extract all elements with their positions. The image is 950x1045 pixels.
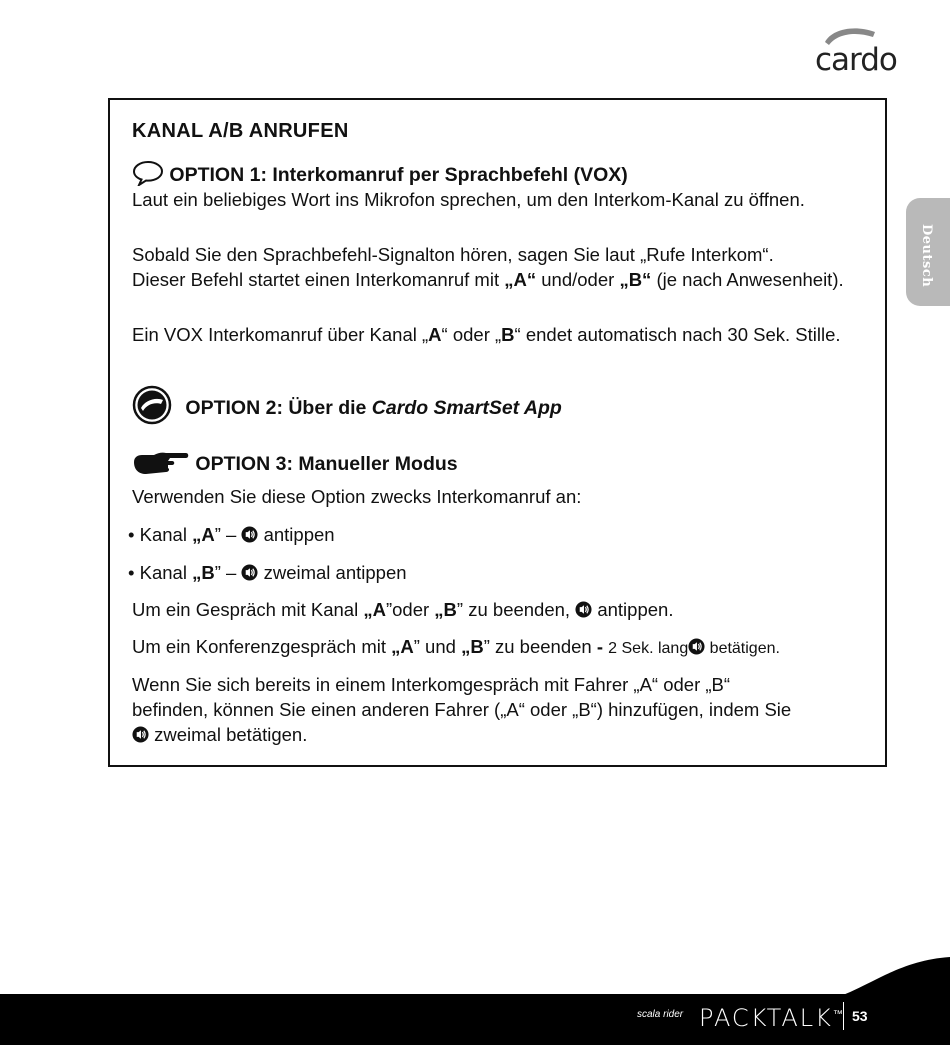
footer-brand-small: scala rider bbox=[637, 1009, 684, 1020]
pointing-hand-icon bbox=[132, 450, 190, 476]
option3-bullet-b: • Kanal „B” – zweimal antippen bbox=[128, 562, 407, 583]
option2-title: OPTION 2: Über die Cardo SmartSet App bbox=[185, 397, 562, 419]
intercom-button-icon bbox=[575, 601, 592, 618]
option1-paragraph-2: Sobald Sie den Sprachbefehl-Signalton hören, sagen Sie laut „Rufe Interkom“. Dieser Befehl startet einen Interkomanruf mit „A“ und/oder „B“ (je nach Anwesenheit). bbox=[132, 244, 844, 290]
intercom-button-icon bbox=[688, 638, 705, 655]
intercom-button-icon bbox=[132, 726, 149, 743]
footer-brand: PACKTALK™ bbox=[699, 1004, 843, 1032]
option3-intro: Verwenden Sie diese Option zwecks Interkomanruf an: bbox=[132, 486, 582, 507]
option3-title-row bbox=[132, 450, 458, 476]
language-tab-label: Deutsch bbox=[919, 224, 934, 288]
option1-paragraph-3: Ein VOX Interkomanruf über Kanal „A“ oder „B“ endet automatisch nach 30 Sek. Stille. bbox=[132, 324, 841, 345]
option3-end-conference: Um ein Konferenzgespräch mit „A” und „B” zu beenden - 2 Sek. lang betätigen. bbox=[132, 636, 780, 657]
instruction-box bbox=[108, 98, 887, 767]
page-number: 53 bbox=[852, 1008, 868, 1024]
footer-separator bbox=[843, 1002, 844, 1030]
option2-title-row bbox=[132, 385, 562, 425]
option3-title: OPTION 3: Manueller Modus bbox=[195, 453, 458, 475]
intercom-button-icon bbox=[241, 526, 258, 543]
smartset-app-icon bbox=[132, 385, 174, 425]
option1-title-row bbox=[132, 160, 628, 187]
cardo-logo-text: cardo bbox=[815, 42, 897, 78]
option3-add-rider: Wenn Sie sich bereits in einem Interkomgespräch mit Fahrer „A“ oder „B“ befinden, können Sie einen anderen Fahrer („A“ oder „B“) hinzufügen, indem Sie zweimal betätigen. bbox=[132, 674, 792, 745]
section-heading: KANAL A/B ANRUFEN bbox=[132, 120, 349, 142]
cardo-logo bbox=[815, 24, 897, 78]
speech-bubble-icon bbox=[132, 160, 164, 186]
page-footer bbox=[0, 994, 950, 1045]
language-tab bbox=[906, 198, 950, 306]
option1-paragraph-1: Laut ein beliebiges Wort ins Mikrofon sprechen, um den Interkom-Kanal zu öffnen. bbox=[132, 189, 805, 210]
intercom-button-icon bbox=[241, 564, 258, 581]
option3-end-call: Um ein Gespräch mit Kanal „A”oder „B” zu beenden, antippen. bbox=[132, 599, 674, 620]
option1-title: OPTION 1: Interkomanruf per Sprachbefehl (VOX) bbox=[169, 164, 628, 186]
option3-bullet-a: • Kanal „A” – antippen bbox=[128, 524, 335, 545]
